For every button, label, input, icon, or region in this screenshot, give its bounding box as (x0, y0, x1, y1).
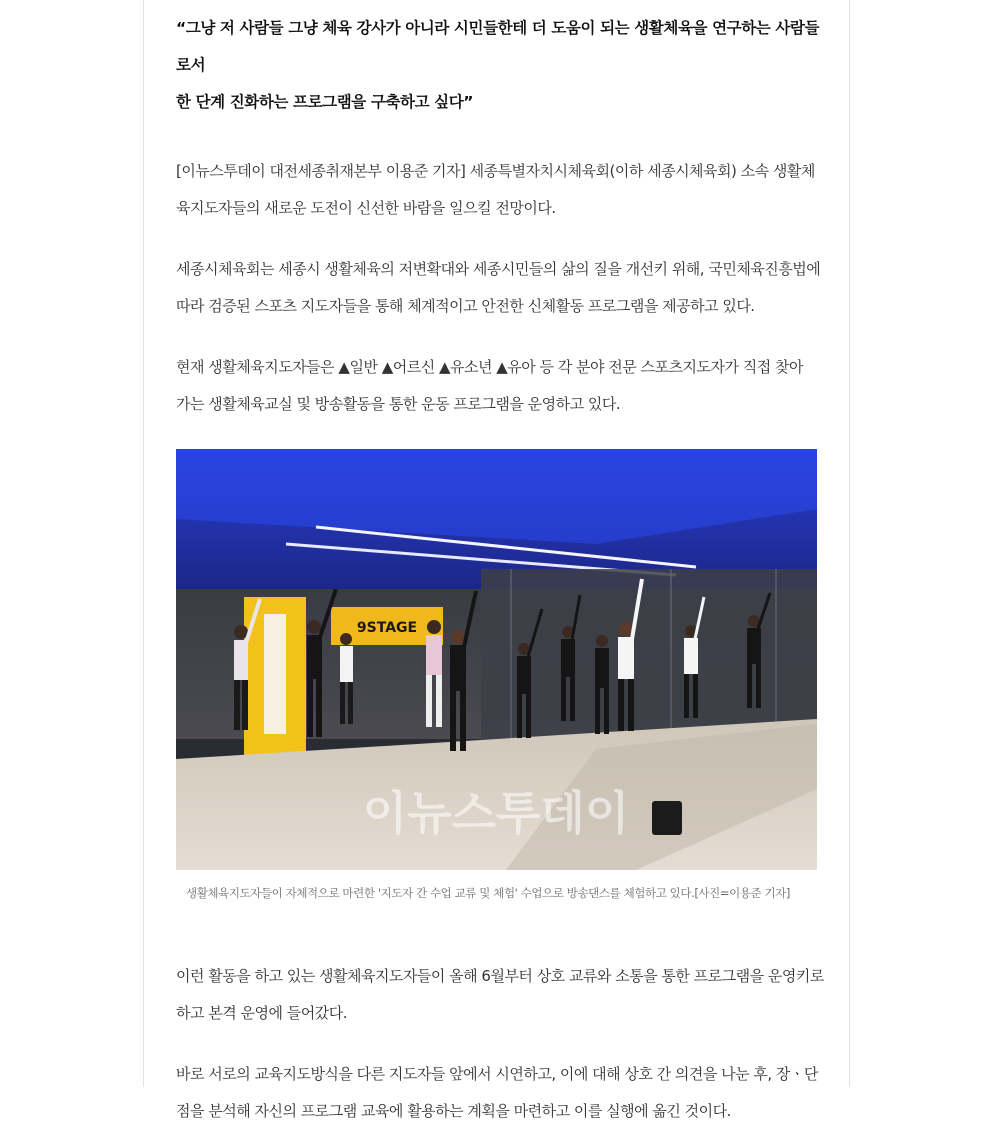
paragraph-line: 현재 생활체육지도자들은 ▲일반 ▲어르신 ▲유소년 ▲유아 등 각 분야 전문 스포츠지도자가 직접 찾아 (176, 358, 803, 376)
paragraph (176, 1056, 824, 1130)
article-photo[interactable] (176, 449, 817, 870)
paragraph (176, 958, 824, 1032)
quote-line: “그냥 저 사람들 그냥 체육 강사가 아니라 시민들한테 더 도움이 되는 생활체육을 연구하는 사람들로서 (176, 19, 820, 74)
dance-studio-photo (176, 449, 817, 870)
paragraph (176, 153, 824, 227)
speaker (652, 801, 682, 835)
left-column-border (143, 0, 144, 1087)
door-window (264, 614, 286, 734)
paragraph-line: 따라 검증된 스포츠 지도자들을 통해 체계적이고 안전한 신체활동 프로그램을 제공하고 있다. (176, 297, 755, 315)
quote-line: 한 단계 진화하는 프로그램을 구축하고 싶다” (176, 93, 474, 111)
paragraph-line: 바로 서로의 교육지도방식을 다른 지도자들 앞에서 시연하고, 이에 대해 상호 간 의견을 나눈 후, 장ㆍ단 (176, 1065, 818, 1083)
paragraph-line: [이뉴스투데이 대전세종취재본부 이용준 기자] 세종특별자치시체육회(이하 세종시체육회) 소속 생활체 (176, 162, 815, 180)
article-body (176, 0, 824, 1130)
paragraph (176, 251, 824, 325)
paragraph-line: 가는 생활체육교실 및 방송활동을 통한 운동 프로그램을 운영하고 있다. (176, 395, 621, 413)
paragraph-line: 육지도자들의 새로운 도전이 신선한 바람을 일으킬 전망이다. (176, 199, 556, 217)
photo-caption: 생활체육지도자들이 자체적으로 마련한 '지도자 간 수업 교류 및 체험' 수업으로 방송댄스를 체험하고 있다.[사진=이용준 기자] (186, 886, 790, 900)
paragraph-line: 세종시체육회는 세종시 생활체육의 저변확대와 세종시민들의 삶의 질을 개선키 위해, 국민체육진흥법에 (176, 260, 821, 278)
paragraph-line: 이런 활동을 하고 있는 생활체육지도자들이 올해 6월부터 상호 교류와 소통을 통한 프로그램을 운영키로 (176, 967, 824, 985)
right-column-border (849, 0, 850, 1087)
paragraph-line: 하고 본격 운영에 들어갔다. (176, 1004, 347, 1022)
paragraph (176, 349, 824, 423)
studio-sign-text: 9STAGE (356, 620, 418, 636)
article-quote (176, 10, 824, 121)
photo-watermark: 이뉴스투데이 (362, 786, 630, 840)
paragraph-line: 점을 분석해 자신의 프로그램 교육에 활용하는 계획을 마련하고 이를 실행에 옮긴 것이다. (176, 1102, 731, 1120)
